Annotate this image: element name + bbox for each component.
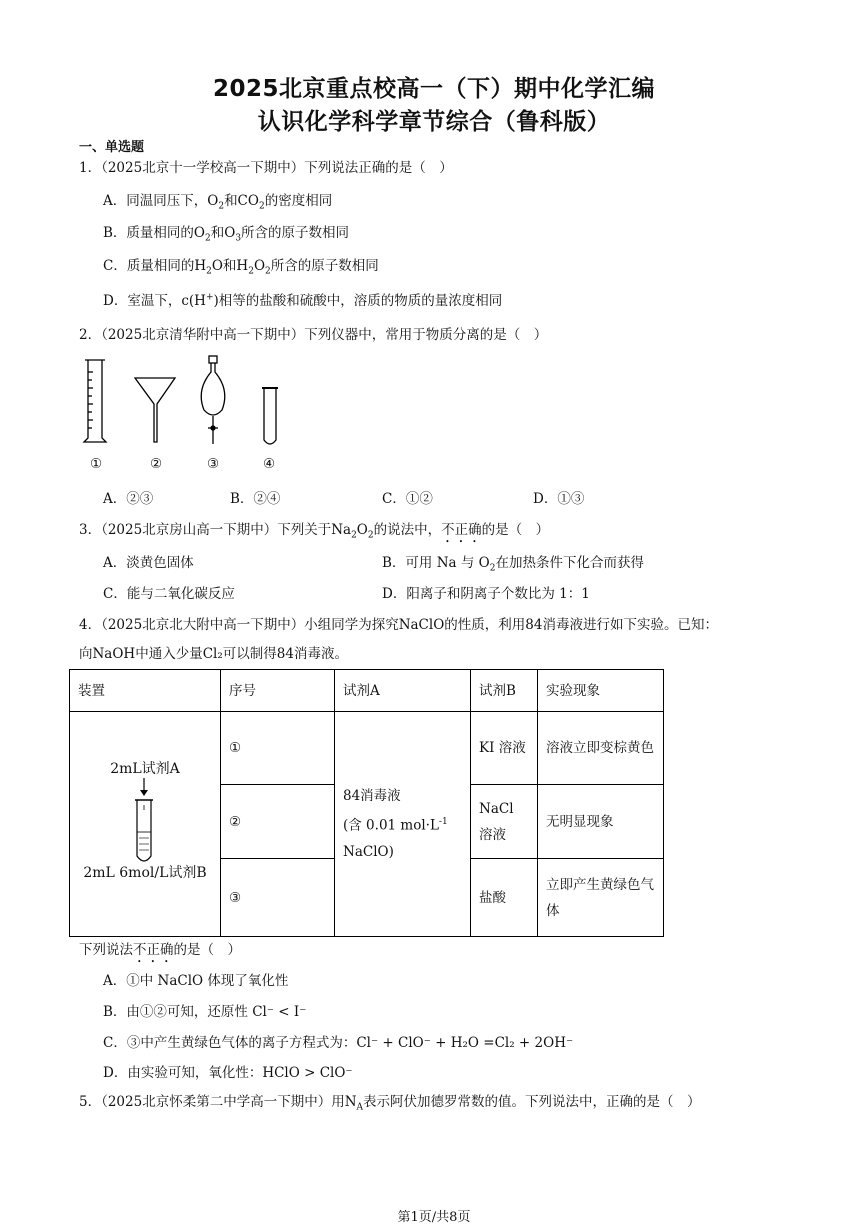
header-apparatus: 装置 xyxy=(70,670,221,712)
question-5-stem: 5．（2025北京怀柔第二中学高一下期中）用$N_A$表示阿伏加德罗常数的值。下列说法中，正确的是（ ） xyxy=(79,1094,701,1113)
row1-number: ① xyxy=(221,712,335,785)
q3-option-b: B．可用 Na 与 $O_2$在加热条件下化合而获得 xyxy=(382,555,644,574)
reagent-a-line1: 84消毒液 xyxy=(343,788,401,805)
question-4-stem-line2: 向NaOH中通入少量Cl₂可以制得84消毒液。 xyxy=(79,646,348,662)
q2-option-c: C．①② xyxy=(382,491,433,507)
question-1-stem: 1．（2025北京十一学校高一下期中）下列说法正确的是（ ） xyxy=(79,160,453,176)
apparatus-label-1: ① xyxy=(89,456,103,472)
question-2-stem: 2．（2025北京清华附中高一下期中）下列仪器中，常用于物质分离的是（ ） xyxy=(79,327,548,343)
page-number: 第1页/共8页 xyxy=(397,1210,471,1225)
row1-reagent-b: KI 溶液 xyxy=(471,712,538,785)
row1-observation: 溶液立即变棕黄色 xyxy=(538,712,664,785)
question-3-stem: 3．（2025北京房山高一下期中）下列关于$Na_2O_2$的说法中，不正确的是（ ） xyxy=(79,522,550,541)
row2-reagent-b: NaCl 溶液 xyxy=(471,785,538,859)
apparatus-cell xyxy=(70,712,221,937)
q3-option-a: A．淡黄色固体 xyxy=(103,555,194,571)
q1-option-d: D．室温下，c(H+)相等的盐酸和硫酸中，溶质的物质的量浓度相同 xyxy=(103,292,503,309)
header-reagent-a: 试剂A xyxy=(335,670,471,712)
q2-option-b: B．②④ xyxy=(230,491,281,507)
apparatus-label-4: ④ xyxy=(262,456,276,472)
doc-title-line1: 2025北京重点校高一（下）期中化学汇编 xyxy=(212,76,655,102)
experiment-table xyxy=(69,669,664,937)
row2-number: ② xyxy=(221,785,335,859)
q4-option-c: C．③中产生黄绿色气体的离子方程式为：Cl⁻ + ClO⁻ + H₂O =Cl₂ + 2OH⁻ xyxy=(103,1035,574,1051)
header-observation: 实验现象 xyxy=(538,670,664,712)
question-4-followup: 下列说法不正确的是（ ） xyxy=(79,942,241,958)
q2-option-a: A．②③ xyxy=(103,491,154,507)
q3-option-d: D．阳离子和阴离子个数比为 1：1 xyxy=(382,586,590,602)
reagent-a-line2: (含 0.01 $mol\cdot L^{-1}$ xyxy=(343,817,448,834)
doc-title-line2: 认识化学科学章节综合（鲁科版） xyxy=(257,109,611,135)
header-number: 序号 xyxy=(221,670,335,712)
q2-option-d: D．①③ xyxy=(533,491,585,507)
section-heading: 一、单选题 xyxy=(79,140,145,155)
row3-reagent-b: 盐酸 xyxy=(471,859,538,937)
graduated-cylinder-icon xyxy=(84,360,106,442)
funnel-icon xyxy=(135,378,175,442)
row3-observation: 立即产生黄绿色气体 xyxy=(538,859,664,937)
q4-option-d: D．由实验可知，氧化性：HClO > ClO⁻ xyxy=(103,1065,353,1081)
row3-number: ③ xyxy=(221,859,335,937)
header-reagent-b: 试剂B xyxy=(471,670,538,712)
table-header-row xyxy=(70,670,664,712)
q4-option-b: B．由①②可知，还原性 Cl⁻ < I⁻ xyxy=(103,1004,307,1020)
apparatus-bottom-label: 2mL 6mol/L试剂B xyxy=(83,865,207,881)
reagent-a-line3: NaClO) xyxy=(343,843,394,860)
q1-option-a: A．同温同压下，$O_2$和$CO_2$的密度相同 xyxy=(103,193,333,212)
test-tube-icon xyxy=(262,388,278,444)
q4-option-a: A．①中 NaClO 体现了氧化性 xyxy=(103,973,289,989)
test-tube-dropper-icon xyxy=(132,776,156,866)
q1-option-b: B．质量相同的$O_2$和$O_3$所含的原子数相同 xyxy=(103,225,350,244)
emphasis-not-correct: 不正确 xyxy=(441,522,482,538)
separatory-funnel-icon xyxy=(201,356,225,444)
apparatus-top-label: 2mL试剂A xyxy=(110,761,180,777)
emphasis-not-correct: 不正确 xyxy=(133,942,174,958)
q3-option-c: C．能与二氧化碳反应 xyxy=(103,586,235,602)
apparatus-label-2: ② xyxy=(149,456,163,472)
reagent-a-cell xyxy=(335,712,471,937)
apparatus-label-3: ③ xyxy=(206,456,220,472)
table-row xyxy=(70,712,664,785)
question-4-stem-line1: 4．（2025北京北大附中高一下期中）小组同学为探究NaClO的性质，利用84消毒液进行如下实验。已知： xyxy=(79,617,718,633)
lab-apparatus-figure xyxy=(78,352,298,452)
q1-option-c: C．质量相同的$H_2O$和$H_2O_2$所含的原子数相同 xyxy=(103,258,379,277)
row2-observation: 无明显现象 xyxy=(538,785,664,859)
